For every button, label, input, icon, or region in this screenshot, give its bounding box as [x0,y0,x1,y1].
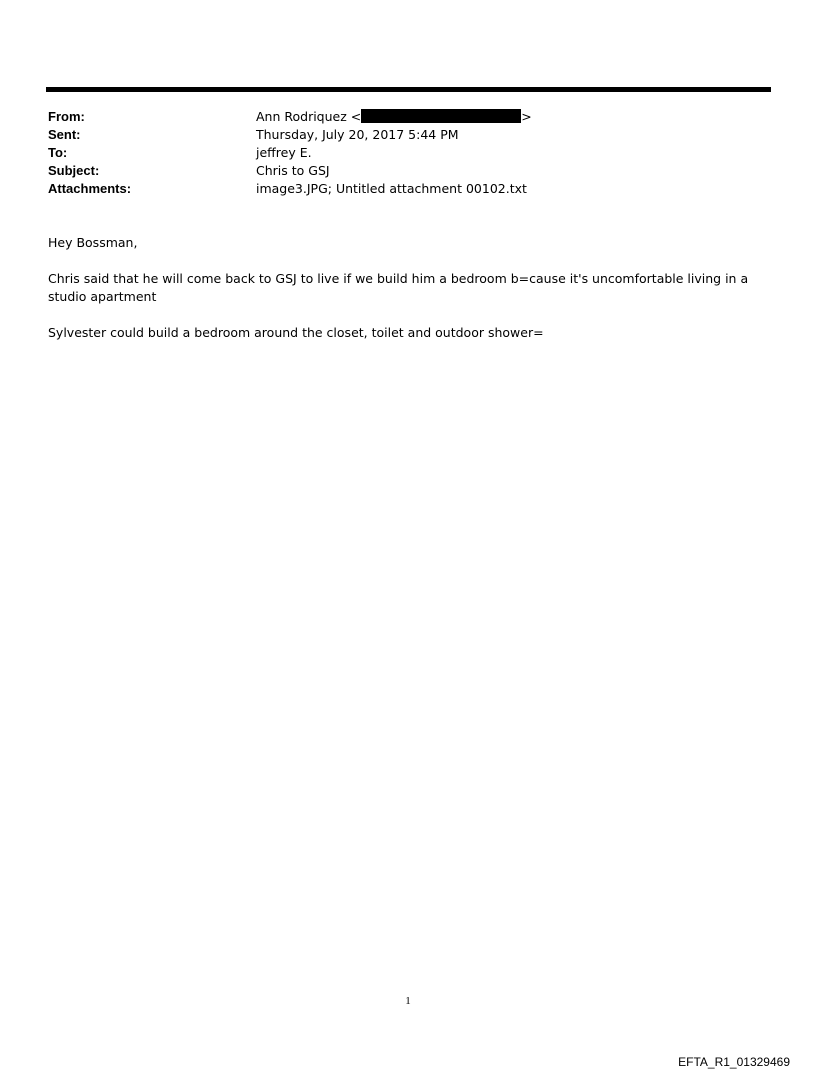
to-value: jeffrey E. [256,145,312,160]
from-name: Ann Rodriquez < [256,109,362,124]
bates-number: EFTA_R1_01329469 [678,1055,790,1069]
from-label: From: [48,109,85,124]
sent-value: Thursday, July 20, 2017 5:44 PM [256,127,459,142]
email-paragraph-2: Sylvester could build a bedroom around the closet, toilet and outdoor shower= [48,325,544,340]
redaction-box [361,109,521,123]
from-value [256,108,532,126]
page-number: 1 [405,995,411,1007]
to-label: To: [48,145,68,160]
from-close: > [521,109,532,124]
subject-value: Chris to GSJ [256,163,330,178]
subject-label: Subject: [48,163,100,178]
sent-label: Sent: [48,127,81,142]
attachments-value: image3.JPG; Untitled attachment 00102.txt [256,181,527,196]
email-greeting: Hey Bossman, [48,235,138,250]
attachments-label: Attachments: [48,181,132,196]
header-divider [46,87,771,92]
email-paragraph-1: Chris said that he will come back to GSJ to live if we build him a bedroom b=cause it's uncomfortable living in a studio apartment [48,271,749,304]
